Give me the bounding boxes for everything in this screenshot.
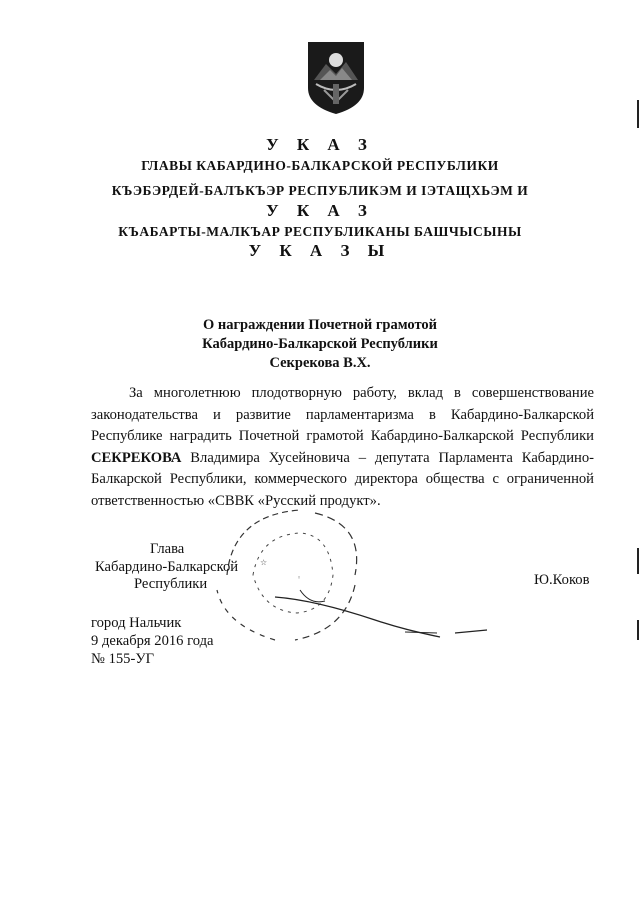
signer-name: Ю.Коков: [534, 572, 590, 588]
coat-of-arms-emblem: [306, 40, 366, 116]
decree-body: [91, 383, 594, 513]
body-text-part1: За многолетнюю плодотворную работу, вклад в совершенствование законодательства и развитие парламентаризма в Кабардино-Балкарской Республике наградить Почетной грамотой Кабардино-Балкарской Республики: [91, 385, 594, 445]
signer-role-line1: Глава: [150, 541, 185, 557]
body-text-part2: Владимира Хусейновича – депутата Парламента Кабардино-Балкарской Республики, коммерческого директора общества с ограниченной ответственностью «СВВК «Русский продукт».: [91, 449, 594, 509]
header-ru-title: ГЛАВЫ КАБАРДИНО-БАЛКАРСКОЙ РЕСПУБЛИКИ: [141, 158, 499, 173]
awardee-surname: СЕКРЕКОВА: [91, 449, 182, 466]
place-of-signing: город Нальчик: [91, 615, 182, 631]
header-ukazy: У К А З Ы: [248, 241, 392, 260]
scan-margin-mark: [637, 620, 639, 640]
decree-title-line3: Секрекова В.Х.: [269, 355, 371, 371]
decree-number: № 155-УГ: [91, 651, 155, 667]
header-ukaz-kab: У К А З: [266, 201, 374, 220]
decree-title-line1: О награждении Почетной грамотой: [202, 317, 438, 333]
official-seal-stamp: [205, 505, 515, 665]
header-balk-title: КЪАБАРТЫ-МАЛКЪАР РЕСПУБЛИКАНЫ БАШЧЫСЫНЫ: [118, 224, 522, 239]
scan-margin-mark: [637, 548, 639, 574]
signer-role-line2: Кабардино-Балкарской: [95, 559, 239, 575]
decree-title-line2: Кабардино-Балкарской Республики: [202, 336, 438, 352]
svg-text:◦: ◦: [297, 574, 302, 582]
header-ukaz: У К А З: [266, 135, 374, 154]
decree-date: 9 декабря 2016 года: [91, 633, 214, 649]
svg-text:☆: ☆: [260, 558, 268, 567]
signer-role-line3: Республики: [134, 576, 208, 592]
scan-margin-mark: [637, 100, 639, 128]
header-kab-title: КЪЭБЭРДЕЙ-БАЛЪКЪЭР РЕСПУБЛИКЭМ И IЭТАЩХЬЭМ И: [111, 183, 529, 198]
